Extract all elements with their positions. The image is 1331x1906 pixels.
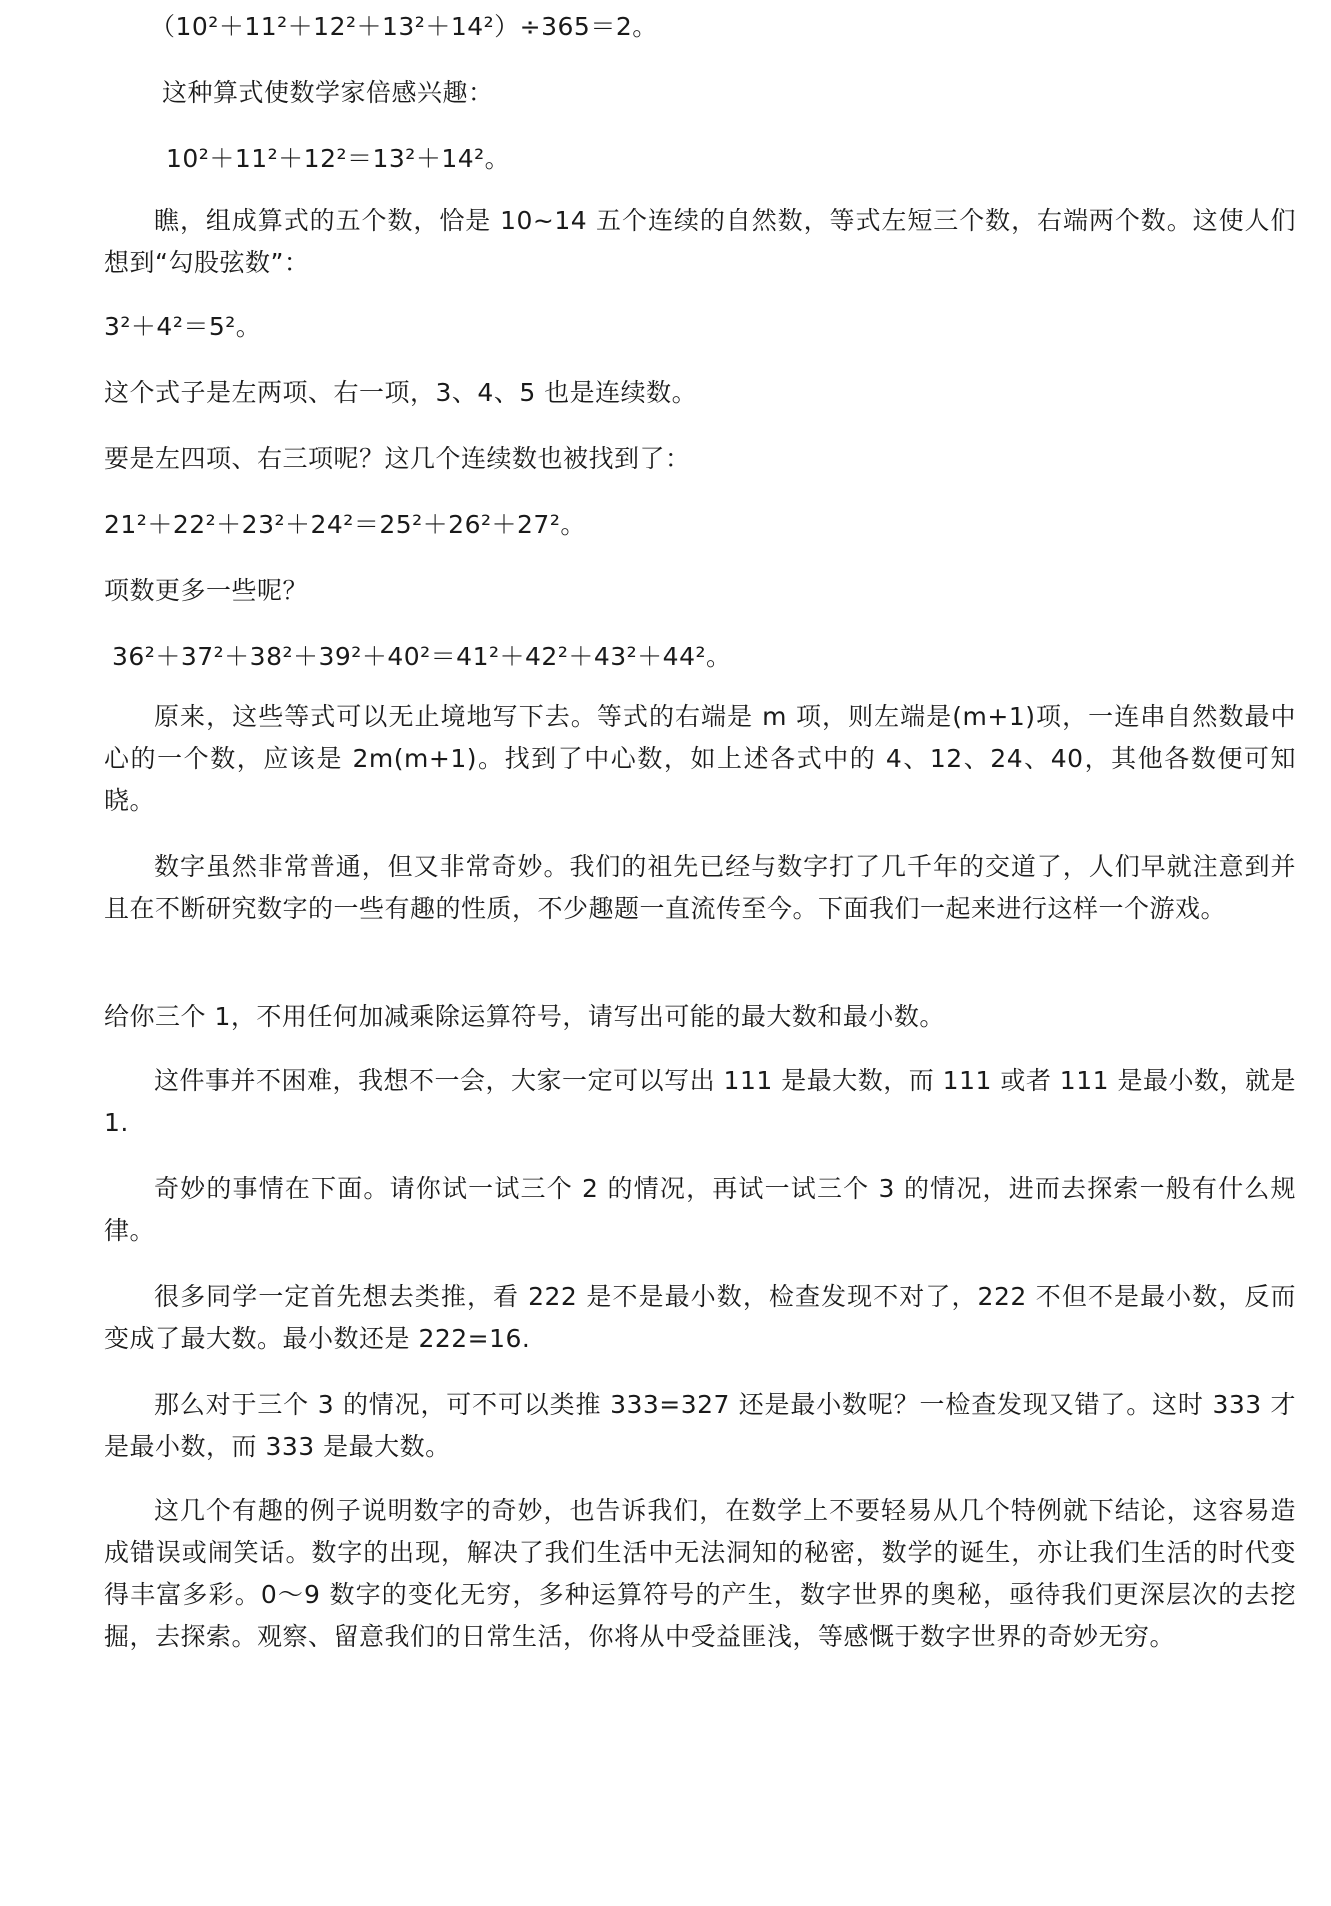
paragraph-consecutive-numbers: 瞧，组成算式的五个数，恰是 10~14 五个连续的自然数，等式左短三个数，右端两个数。这使人们想到“勾股弦数”： (104, 206, 1296, 277)
paragraph-222: 很多同学一定首先想去类推，看 222 是不是最小数，检查发现不对了，222 不但不是最小数，反而变成了最大数。最小数还是 222=16. (104, 1282, 1296, 1353)
text-mathematicians-interest: 这种算式使数学家倍感兴趣： (162, 78, 494, 107)
equation-36-to-44: 36²＋37²＋38²＋39²＋40²＝41²＋42²＋43²＋44²。 (112, 642, 732, 671)
text-three-ones: 给你三个 1，不用任何加减乘除运算符号，请写出可能的最大数和最小数。 (104, 1002, 945, 1031)
paragraph-numbers-wonder: 数字虽然非常普通，但又非常奇妙。我们的祖先已经与数字打了几千年的交道了，人们早就注意到并且在不断研究数字的一些有趣的性质，不少趣题一直流传至今。下面我们一起来进行这样一个游戏。 (104, 852, 1296, 923)
equation-sum-squares-div-365: （10²＋11²＋12²＋13²＋14²）÷365＝2。 (150, 12, 658, 41)
equation-10-to-14: 10²＋11²＋12²＝13²＋14²。 (166, 144, 511, 173)
equation-21-to-27: 21²＋22²＋23²＋24²＝25²＋26²＋27²。 (104, 510, 586, 539)
equation-pythagorean: 3²＋4²＝5²。 (104, 312, 262, 341)
text-left-two-right-one: 这个式子是左两项、右一项，3、4、5 也是连续数。 (104, 378, 698, 407)
paragraph-333: 那么对于三个 3 的情况，可不可以类推 333=327 还是最小数呢？一检查发现又错了。这时 333 才是最小数，而 333 是最大数。 (104, 1390, 1296, 1461)
paragraph-conclusion: 这几个有趣的例子说明数字的奇妙，也告诉我们，在数学上不要轻易从几个特例就下结论，这容易造成错误或闹笑话。数字的出现，解决了我们生活中无法洞知的秘密，数学的诞生，亦让我们生活的时代变得丰富多彩。0～9 数字的变化无穷，多种运算符号的产生，数字世界的奥秘，亟待我们更深层次的去挖掘，去探索。观察、留意我们的日常生活，你将从中受益匪浅，等感慨于数字世界的奇妙无穷。 (104, 1496, 1296, 1651)
paragraph-try-twos-threes: 奇妙的事情在下面。请你试一试三个 2 的情况，再试一试三个 3 的情况，进而去探索一般有什么规律。 (104, 1174, 1296, 1245)
paragraph-center-number: 原来，这些等式可以无止境地写下去。等式的右端是 m 项，则左端是(m+1)项，一连串自然数最中心的一个数，应该是 2m(m+1)。找到了中心数，如上述各式中的 4、12、24、40，其他各数便可知晓。 (104, 702, 1296, 815)
text-left-four-right-three: 要是左四项、右三项呢？这几个连续数也被找到了： (104, 444, 691, 473)
text-more-terms: 项数更多一些呢？ (104, 576, 309, 605)
paragraph-111: 这件事并不困难，我想不一会，大家一定可以写出 111 是最大数，而 111 或者 111 是最小数，就是 1. (104, 1066, 1296, 1137)
